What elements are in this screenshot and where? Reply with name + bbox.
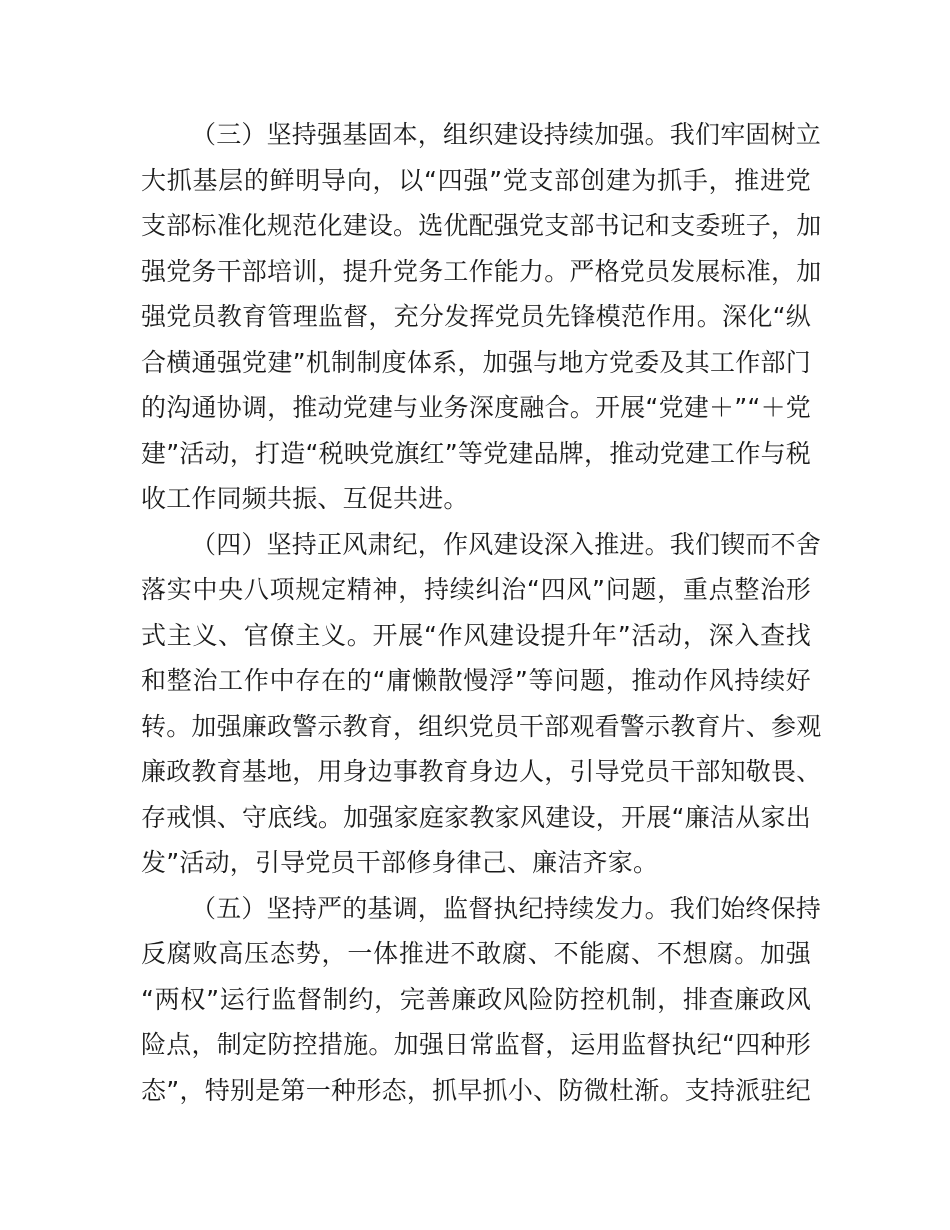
text-line: 态”，特别是第一种形态，抓早抓小、防微杜渐。支持派驻纪 <box>141 1075 811 1105</box>
text-line: 廉政教育基地，用身边事教育身边人，引导党员干部知敬畏、 <box>141 757 822 786</box>
text-line: （五）坚持严的基调，监督执纪持续发力。我们始终保持 <box>191 893 822 923</box>
text-line: 落实中央八项规定精神，持续纠治“四风”问题，重点整治形 <box>141 575 811 604</box>
document-body <box>141 112 822 1113</box>
text-line: 收工作同频共振、互促共进。 <box>141 484 469 513</box>
paragraph-section-4 <box>141 522 822 886</box>
text-line: 合横通强党建”机制制度体系，加强与地方党委及其工作部门 <box>141 347 811 377</box>
text-line: “两权”运行监督制约，完善廉政风险防控机制，排查廉政风 <box>141 984 811 1014</box>
paragraph-section-5 <box>141 886 822 1114</box>
text-line: 反腐败高压态势，一体推进不敢腐、不能腐、不想腐。加强 <box>141 939 811 968</box>
text-line: （三）坚持强基固本，组织建设持续加强。我们牢固树立 <box>191 120 822 149</box>
text-line: 发”活动，引导党员干部修身律己、廉洁齐家。 <box>141 848 659 877</box>
text-line: 建”活动，打造“税映党旗红”等党建品牌，推动党建工作与税 <box>141 438 811 468</box>
text-line: 和整治工作中存在的“庸懒散慢浮”等问题，推动作风持续好 <box>141 666 811 695</box>
text-line: 存戒惧、守底线。加强家庭家教家风建设，开展“廉洁从家出 <box>141 802 811 832</box>
text-line: （四）坚持正风肃纪，作风建设深入推进。我们锲而不舍 <box>191 529 822 559</box>
text-line: 的沟通协调，推动党建与业务深度融合。开展“党建＋”“＋党 <box>141 393 811 422</box>
paragraph-section-3 <box>141 112 822 522</box>
text-line: 转。加强廉政警示教育，组织党员干部观看警示教育片、参观 <box>141 711 822 741</box>
text-line: 险点，制定防控措施。加强日常监督，运用监督执纪“四种形 <box>141 1030 811 1059</box>
text-line: 强党务干部培训，提升党务工作能力。严格党员发展标准，加 <box>141 256 822 286</box>
text-line: 大抓基层的鲜明导向，以“四强”党支部创建为抓手，推进党 <box>141 165 811 195</box>
text-line: 强党员教育管理监督，充分发挥党员先锋模范作用。深化“纵 <box>141 302 811 331</box>
text-line: 支部标准化规范化建设。选优配强党支部书记和支委班子，加 <box>141 211 822 240</box>
text-line: 式主义、官僚主义。开展“作风建设提升年”活动，深入查找 <box>141 620 811 650</box>
